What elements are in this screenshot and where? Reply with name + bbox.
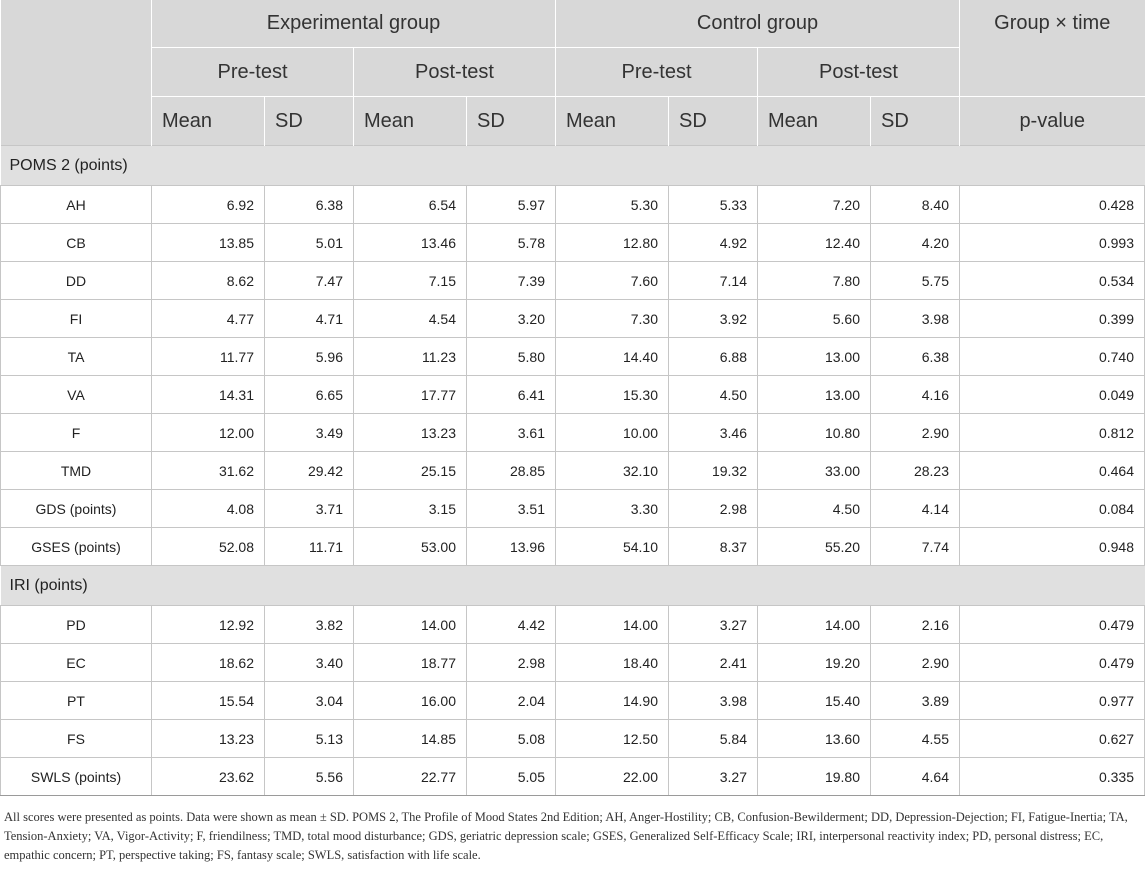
- mean-cell: 14.40: [556, 338, 669, 376]
- row-label: GDS (points): [1, 490, 152, 528]
- p-value-cell: 0.464: [960, 452, 1145, 490]
- section-row: [1, 146, 1145, 186]
- row-label: PT: [1, 682, 152, 720]
- sd-cell: 5.33: [669, 186, 758, 224]
- table-header: [1, 0, 1145, 146]
- sd-cell: 4.55: [871, 720, 960, 758]
- mean-cell: 3.15: [354, 490, 467, 528]
- mean-cell: 13.00: [758, 338, 871, 376]
- table-body: [1, 146, 1145, 796]
- table-row: [1, 528, 1145, 566]
- mean-cell: 22.00: [556, 758, 669, 796]
- sd-cell: 3.82: [265, 606, 354, 644]
- mean-cell: 13.00: [758, 376, 871, 414]
- sd-cell: 6.65: [265, 376, 354, 414]
- sd-cell: 5.75: [871, 262, 960, 300]
- row-label: TA: [1, 338, 152, 376]
- mean-cell: 15.40: [758, 682, 871, 720]
- header-sd: SD: [265, 97, 354, 146]
- p-value-cell: 0.627: [960, 720, 1145, 758]
- sd-cell: 2.16: [871, 606, 960, 644]
- table-row: [1, 720, 1145, 758]
- mean-cell: 5.60: [758, 300, 871, 338]
- mean-cell: 23.62: [152, 758, 265, 796]
- mean-cell: 14.00: [354, 606, 467, 644]
- mean-cell: 4.08: [152, 490, 265, 528]
- mean-cell: 31.62: [152, 452, 265, 490]
- mean-cell: 14.90: [556, 682, 669, 720]
- sd-cell: 3.98: [669, 682, 758, 720]
- mean-cell: 14.85: [354, 720, 467, 758]
- sd-cell: 8.37: [669, 528, 758, 566]
- table-row: [1, 300, 1145, 338]
- mean-cell: 8.62: [152, 262, 265, 300]
- row-label: EC: [1, 644, 152, 682]
- p-value-cell: 0.049: [960, 376, 1145, 414]
- row-label: AH: [1, 186, 152, 224]
- mean-cell: 14.31: [152, 376, 265, 414]
- mean-cell: 4.54: [354, 300, 467, 338]
- mean-cell: 14.00: [758, 606, 871, 644]
- mean-cell: 18.62: [152, 644, 265, 682]
- mean-cell: 12.50: [556, 720, 669, 758]
- sd-cell: 2.98: [467, 644, 556, 682]
- sd-cell: 5.80: [467, 338, 556, 376]
- mean-cell: 15.30: [556, 376, 669, 414]
- row-label: F: [1, 414, 152, 452]
- row-label: FI: [1, 300, 152, 338]
- sd-cell: 3.89: [871, 682, 960, 720]
- sd-cell: 3.27: [669, 606, 758, 644]
- mean-cell: 18.40: [556, 644, 669, 682]
- mean-cell: 19.20: [758, 644, 871, 682]
- section-title: IRI (points): [1, 566, 1145, 606]
- sd-cell: 5.97: [467, 186, 556, 224]
- sd-cell: 7.47: [265, 262, 354, 300]
- sd-cell: 3.92: [669, 300, 758, 338]
- table-row: [1, 338, 1145, 376]
- row-label: DD: [1, 262, 152, 300]
- sd-cell: 4.16: [871, 376, 960, 414]
- mean-cell: 13.23: [354, 414, 467, 452]
- row-label: PD: [1, 606, 152, 644]
- header-mean: Mean: [556, 97, 669, 146]
- sd-cell: 4.71: [265, 300, 354, 338]
- mean-cell: 10.80: [758, 414, 871, 452]
- sd-cell: 5.96: [265, 338, 354, 376]
- mean-cell: 4.50: [758, 490, 871, 528]
- section-row: [1, 566, 1145, 606]
- sd-cell: 3.46: [669, 414, 758, 452]
- p-value-cell: 0.428: [960, 186, 1145, 224]
- header-sd: SD: [871, 97, 960, 146]
- mean-cell: 52.08: [152, 528, 265, 566]
- mean-cell: 7.30: [556, 300, 669, 338]
- sd-cell: 3.71: [265, 490, 354, 528]
- sd-cell: 2.90: [871, 414, 960, 452]
- row-label: VA: [1, 376, 152, 414]
- sd-cell: 28.85: [467, 452, 556, 490]
- sd-cell: 2.90: [871, 644, 960, 682]
- mean-cell: 33.00: [758, 452, 871, 490]
- sd-cell: 6.38: [871, 338, 960, 376]
- sd-cell: 13.96: [467, 528, 556, 566]
- p-value-cell: 0.740: [960, 338, 1145, 376]
- sd-cell: 6.38: [265, 186, 354, 224]
- header-blank-cell: [1, 0, 152, 146]
- sd-cell: 4.50: [669, 376, 758, 414]
- p-value-cell: 0.084: [960, 490, 1145, 528]
- header-ctrl-pre-test: Pre-test: [556, 48, 758, 97]
- row-label: CB: [1, 224, 152, 262]
- header-sd: SD: [467, 97, 556, 146]
- mean-cell: 12.00: [152, 414, 265, 452]
- table-row: [1, 262, 1145, 300]
- header-mean: Mean: [152, 97, 265, 146]
- header-ctrl-post-test: Post-test: [758, 48, 960, 97]
- sd-cell: 3.49: [265, 414, 354, 452]
- sd-cell: 5.13: [265, 720, 354, 758]
- table-row: [1, 682, 1145, 720]
- sd-cell: 5.05: [467, 758, 556, 796]
- mean-cell: 10.00: [556, 414, 669, 452]
- sd-cell: 4.20: [871, 224, 960, 262]
- table-row: [1, 186, 1145, 224]
- row-label: SWLS (points): [1, 758, 152, 796]
- sd-cell: 5.56: [265, 758, 354, 796]
- mean-cell: 12.92: [152, 606, 265, 644]
- mean-cell: 54.10: [556, 528, 669, 566]
- mean-cell: 4.77: [152, 300, 265, 338]
- mean-cell: 32.10: [556, 452, 669, 490]
- sd-cell: 5.78: [467, 224, 556, 262]
- mean-cell: 7.80: [758, 262, 871, 300]
- mean-cell: 3.30: [556, 490, 669, 528]
- header-group-time: Group × time: [960, 0, 1145, 97]
- sd-cell: 5.84: [669, 720, 758, 758]
- table-row: [1, 224, 1145, 262]
- row-label: GSES (points): [1, 528, 152, 566]
- mean-cell: 13.23: [152, 720, 265, 758]
- mean-cell: 25.15: [354, 452, 467, 490]
- table-footnote: All scores were presented as points. Data were shown as mean ± SD. POMS 2, The Profile of Mood States 2nd Edition; AH, Anger-Hostility; CB, Confusion-Bewilderment; DD, Depression-Dejection; FI, Fatigue-Inertia; TA, Tension-Anxiety; VA, Vigor-Activity; F, friendilness; TMD, total mood disturbance; GDS, geriatric depression scale; GSES, Generalized Self-Efficacy Scale; IRI, interpersonal reactivity index; PD, personal distress; EC, empathic concern; PT, perspective taking; FS, fantasy scale; SWLS, satisfaction with life scale.: [4, 810, 1128, 862]
- sd-cell: 3.61: [467, 414, 556, 452]
- table-row: [1, 452, 1145, 490]
- header-exp-post-test: Post-test: [354, 48, 556, 97]
- mean-cell: 12.40: [758, 224, 871, 262]
- row-label: TMD: [1, 452, 152, 490]
- header-control-group: Control group: [556, 0, 960, 48]
- sd-cell: 4.92: [669, 224, 758, 262]
- sd-cell: 8.40: [871, 186, 960, 224]
- mean-cell: 13.46: [354, 224, 467, 262]
- sd-cell: 4.64: [871, 758, 960, 796]
- sd-cell: 2.04: [467, 682, 556, 720]
- mean-cell: 7.60: [556, 262, 669, 300]
- sd-cell: 6.41: [467, 376, 556, 414]
- p-value-cell: 0.534: [960, 262, 1145, 300]
- sd-cell: 3.04: [265, 682, 354, 720]
- p-value-cell: 0.479: [960, 644, 1145, 682]
- mean-cell: 14.00: [556, 606, 669, 644]
- header-experimental-group: Experimental group: [152, 0, 556, 48]
- p-value-cell: 0.479: [960, 606, 1145, 644]
- mean-cell: 13.60: [758, 720, 871, 758]
- mean-cell: 16.00: [354, 682, 467, 720]
- sd-cell: 3.51: [467, 490, 556, 528]
- mean-cell: 7.20: [758, 186, 871, 224]
- sd-cell: 3.27: [669, 758, 758, 796]
- sd-cell: 28.23: [871, 452, 960, 490]
- sd-cell: 3.98: [871, 300, 960, 338]
- p-value-cell: 0.399: [960, 300, 1145, 338]
- header-exp-pre-test: Pre-test: [152, 48, 354, 97]
- table-row: [1, 376, 1145, 414]
- sd-cell: 19.32: [669, 452, 758, 490]
- sd-cell: 3.40: [265, 644, 354, 682]
- mean-cell: 12.80: [556, 224, 669, 262]
- section-title: POMS 2 (points): [1, 146, 1145, 186]
- table-row: [1, 606, 1145, 644]
- mean-cell: 11.77: [152, 338, 265, 376]
- sd-cell: 5.08: [467, 720, 556, 758]
- table-row: [1, 758, 1145, 796]
- sd-cell: 29.42: [265, 452, 354, 490]
- mean-cell: 19.80: [758, 758, 871, 796]
- sd-cell: 5.01: [265, 224, 354, 262]
- sd-cell: 4.42: [467, 606, 556, 644]
- p-value-cell: 0.335: [960, 758, 1145, 796]
- p-value-cell: 0.948: [960, 528, 1145, 566]
- mean-cell: 5.30: [556, 186, 669, 224]
- mean-cell: 7.15: [354, 262, 467, 300]
- mean-cell: 22.77: [354, 758, 467, 796]
- header-mean: Mean: [354, 97, 467, 146]
- header-sd: SD: [669, 97, 758, 146]
- mean-cell: 13.85: [152, 224, 265, 262]
- mean-cell: 17.77: [354, 376, 467, 414]
- p-value-cell: 0.812: [960, 414, 1145, 452]
- mean-cell: 6.54: [354, 186, 467, 224]
- sd-cell: 2.41: [669, 644, 758, 682]
- mean-cell: 18.77: [354, 644, 467, 682]
- sd-cell: 3.20: [467, 300, 556, 338]
- table-row: [1, 644, 1145, 682]
- table-row: [1, 414, 1145, 452]
- header-p-value: p-value: [960, 97, 1145, 146]
- sd-cell: 6.88: [669, 338, 758, 376]
- row-label: FS: [1, 720, 152, 758]
- sd-cell: 7.74: [871, 528, 960, 566]
- mean-cell: 11.23: [354, 338, 467, 376]
- mean-cell: 6.92: [152, 186, 265, 224]
- sd-cell: 11.71: [265, 528, 354, 566]
- mean-cell: 53.00: [354, 528, 467, 566]
- table-row: [1, 490, 1145, 528]
- p-value-cell: 0.977: [960, 682, 1145, 720]
- header-mean: Mean: [758, 97, 871, 146]
- sd-cell: 4.14: [871, 490, 960, 528]
- mean-cell: 15.54: [152, 682, 265, 720]
- sd-cell: 7.39: [467, 262, 556, 300]
- sd-cell: 7.14: [669, 262, 758, 300]
- p-value-cell: 0.993: [960, 224, 1145, 262]
- mean-cell: 55.20: [758, 528, 871, 566]
- sd-cell: 2.98: [669, 490, 758, 528]
